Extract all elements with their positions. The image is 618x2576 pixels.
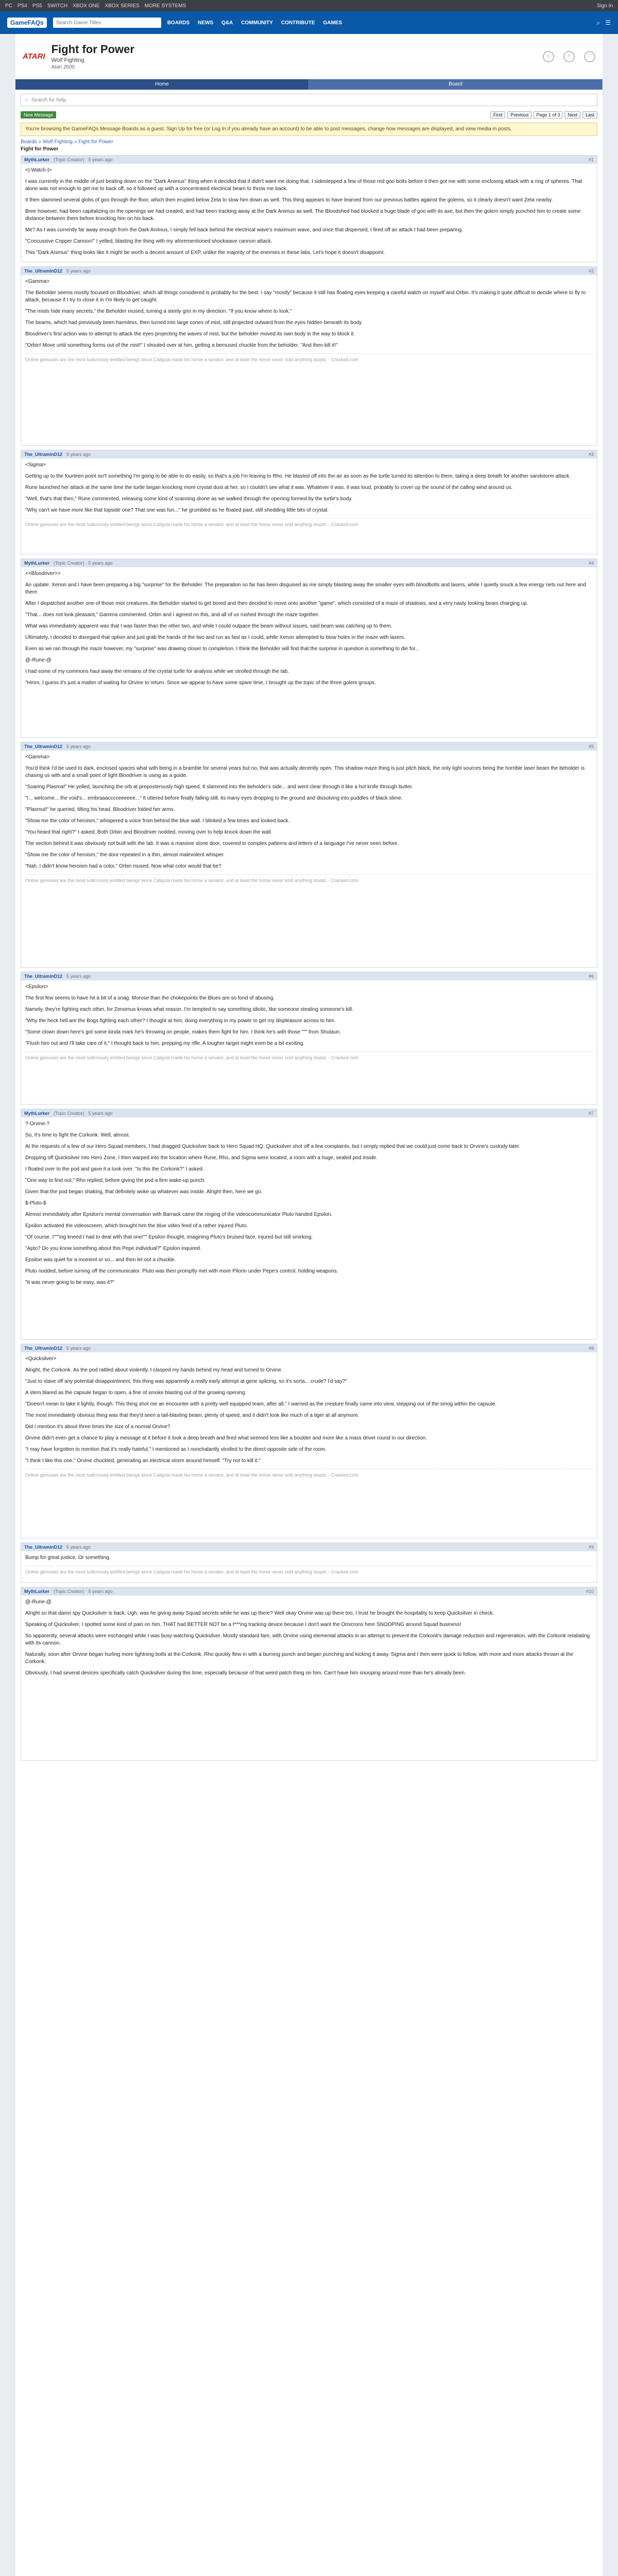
post-signature: Online geniuses are the most ludicrously entitled beings since Caligula made his horse a senator, and at least the horse never sold anything stupid. - Cracked.com xyxy=(25,518,593,528)
post-header xyxy=(21,450,597,459)
post-paragraph: "Well, that's that then," Rune commented, releasing some kind of scanning drone as we walked through the opening formed by the turtle's body. xyxy=(25,496,353,502)
post-author[interactable]: The_UltraminD12 xyxy=(24,268,63,274)
game-subtitle: Wolf Fighting xyxy=(51,57,84,63)
post-header xyxy=(21,1344,597,1352)
message-post xyxy=(21,450,597,554)
post-paragraph: <|-Watch-|> xyxy=(25,167,52,173)
message-post xyxy=(21,742,597,968)
system-link-switch[interactable]: SWITCH xyxy=(47,3,68,9)
post-paragraph: Bump for great justice. Or something. xyxy=(25,1555,111,1561)
post-paragraph: Bloodriver's first action was to attempt to attack the eyes projecting the waves of mist, but the beholder moved its own body in the way to block it. xyxy=(25,331,355,337)
post-paragraph: "Doesn't mean to take it lightly, though. This thing shot me an encounter with a pretty well equipped team, after all," I warned as the creature finally came into view, stepping out of the smog within the capsule. xyxy=(25,1401,497,1407)
post-paragraph: Dropping off Quicksilver into Hero Zone, I then warped into the location where Rune, Rho, and Sigma were located, a room with a huge, sealed pod inside. xyxy=(25,1155,378,1161)
post-paragraph: The Beholder seems mostly focused on Bloodriver, which all things considered is probably for the best. I say "mostly" because it still has floating eyes keeping a careful watch on myself and Orbin. It's making it quite difficult to decide where to fly to attack, because if I try to close it in I'm likely to get caught. xyxy=(25,290,586,303)
post-body xyxy=(21,1117,597,1339)
nav-contribute[interactable]: CONTRIBUTE xyxy=(281,20,315,26)
tab-board[interactable]: Board xyxy=(309,79,603,90)
post-paragraph: ?-Orvine-? xyxy=(25,1121,50,1127)
post-paragraph: "That... does not look pleasant," Gamma commented. Orbin and I agreed on this, and all of us rushed through the maze together. xyxy=(25,612,319,618)
game-header xyxy=(15,34,603,79)
post-paragraph: Me? As I was currently far away enough from the Dark Animus, I simply fell back behind the electrical wave's maximum wave, and once that dispersed, I fired off an attack I had been preparing. xyxy=(25,227,463,233)
post-paragraph: "Of course. I"""ing kneed I had to deal with that one!"" Epsilon thought, imagining Pluto's bruised face, injured but still smirking. xyxy=(25,1234,313,1240)
header-icons xyxy=(597,19,611,27)
post-body xyxy=(21,459,597,554)
post-paragraph: "Orbin! Move until something forms out of the mist!" I shouted over at him, getting a bemused chuckle from the beholder. "And then kill it!" xyxy=(25,343,338,348)
post-paragraph: "You heard that right?" I asked. Both Orbin and Bloodriver nodded, moving over to help knock down the wall. xyxy=(25,829,272,835)
post-body xyxy=(21,275,597,445)
post-header xyxy=(21,1109,597,1117)
post-paragraph: The beams, which had previously been harmless, then turned into large cones of mist, still projected outward from the eyes hidden beneath its body. xyxy=(25,320,363,326)
post-paragraph: Almost immediately after Epsilon's mental conversation with Barrack came the ringing of the videocommunicator Pluto handed Epsilon. xyxy=(25,1212,333,1217)
nav-community[interactable]: COMMUNITY xyxy=(241,20,273,26)
breadcrumb[interactable]: Boards » Wolf Fighting » Fight for Power xyxy=(21,139,113,145)
system-link-pc[interactable]: PC xyxy=(5,3,12,9)
nav-games[interactable]: GAMES xyxy=(323,20,342,26)
first-page-button[interactable]: First xyxy=(490,111,506,118)
post-meta: (Topic Creator) · 5 years ago xyxy=(54,157,113,162)
new-message-button[interactable]: New Message xyxy=(21,111,56,118)
post-signature: Online geniuses are the most ludicrously entitled beings since Caligula made his horse a senator, and at least the horse never sold anything stupid. - Cracked.com xyxy=(25,1469,593,1479)
tab-home[interactable]: Home xyxy=(15,79,309,90)
nav-news[interactable]: NEWS xyxy=(198,20,214,26)
post-paragraph: "Show me the color of heroism," whispered a voice from behind the blue wall. I blinked a few times and looked back. xyxy=(25,818,290,824)
post-paragraph: Obviously, I had several devices specifically catch Quicksilver during this time, especially because of that weird patch thing on him. Can't have him snooping around more than he's already been. xyxy=(25,1670,466,1676)
message-post xyxy=(21,155,597,262)
post-paragraph: "Some clown down here's got some kinda mark he's throwing on people, makes them fight for him. I think he's with those """ from Shutaun. xyxy=(25,1029,341,1035)
post-paragraph: I had some of my commons haul away the remains of the crystal turtle for analysis while we strolled through the lab. xyxy=(25,669,289,674)
main-nav xyxy=(167,20,342,26)
post-number[interactable]: #4 xyxy=(588,561,594,566)
top-system-bar xyxy=(0,0,618,11)
post-paragraph: "Why the heck hell are the Bogs fighting each other? I thought at him, doing everything in my power to get my displeasure across to him. xyxy=(25,1018,336,1024)
post-paragraph: You'd think I'd be used to dark, enclosed spaces what with being in a bramble for several years but no, that was actually decently open. This shadow maze thing is just pitch black, the only light sources being the horrible laser beam the beholder is chasing us with and a small point of light Bloodriver is using as a guide. xyxy=(25,766,585,778)
post-number[interactable]: #10 xyxy=(586,1589,594,1594)
post-header xyxy=(21,1543,597,1551)
post-meta: 5 years ago xyxy=(66,1346,91,1351)
game-actions xyxy=(543,51,595,62)
post-body xyxy=(21,980,597,1104)
post-body xyxy=(21,751,597,967)
post-meta: 5 years ago xyxy=(66,744,91,749)
post-paragraph: After I dispatched another one of those mist creatures, the Beholder started to get bored and then decided to move onto another "game", which consisted of a maze of shadows, and a very nasty looking beam charging up. xyxy=(25,601,528,606)
post-author[interactable]: MythLurker xyxy=(24,1589,50,1594)
post-paragraph: <Epsilon> xyxy=(25,984,48,990)
post-author[interactable]: MythLurker xyxy=(24,1111,50,1116)
post-header xyxy=(21,559,597,567)
message-post xyxy=(21,1344,597,1538)
site-logo[interactable]: GameFAQs xyxy=(7,18,47,28)
help-search[interactable] xyxy=(21,94,597,106)
system-link-xbox-one[interactable]: XBOX ONE xyxy=(73,3,100,9)
post-body xyxy=(21,164,597,262)
post-paragraph: "Just to stave off any potential disappointment, this thing was apparently a really early attempt at gene splicing, so it's sorta... crude? I'd say?" xyxy=(25,1379,347,1384)
game-platform: Atari 2600 xyxy=(51,64,75,70)
post-paragraph: "I... welcome... the void's... embraaacccceeeeee..." It uttered before finally falling still, its many eyes dropping to the ground and dissolving into puddles of black slime. xyxy=(25,795,403,801)
post-paragraph: @-Rune-@ xyxy=(25,657,52,663)
post-number[interactable]: #9 xyxy=(588,1545,594,1550)
post-paragraph: An update: Xenon and I have been preparing a big "surprise" for the Beholder. The preparation so far has been disguised as me simply blasting away the smaller eyes with bloodbolts and lasers, while I quietly snuck a few energy nets out here and there. xyxy=(25,582,586,595)
post-list xyxy=(21,155,597,1761)
post-paragraph: Pluto nodded, before turning off the communicator. Pluto was then promptly met with more Pilorin under Pepe's control, holding weapons. xyxy=(25,1268,338,1274)
post-number[interactable]: #3 xyxy=(588,452,594,457)
post-paragraph: Getting up to the fourteen point isn't something I'm going to be able to do easily, so that's a job I'm leaving to Rho. He blasted off into the air as soon as the turtle turned its attention to them, taking a deep breath for another sandstorm attack. xyxy=(25,473,571,479)
post-signature: Online geniuses are the most ludicrously entitled beings since Caligula made his horse a senator, and at least the horse never sold anything stupid. - Cracked.com xyxy=(25,1052,593,1061)
post-paragraph: "Hmm, I guess it's just a matter of waiting for Orvine to return. Since we appear to have some spare time, I brought up the topic of the three golem groups. xyxy=(25,680,376,686)
system-link-ps4[interactable]: PS4 xyxy=(17,3,27,9)
post-header xyxy=(21,972,597,980)
site-header xyxy=(0,11,618,34)
post-paragraph: The first few seems to have hit a bit of a snag. Morose than the chokepoints the Blues are so fond of abusing. xyxy=(25,995,275,1001)
post-meta: 5 years ago xyxy=(66,452,91,457)
post-paragraph: The most immediately obvious thing was that they'd seen a tail-blasting beam, plenty of speed, and it didn't look like much of a tiger at all anymore. xyxy=(25,1413,359,1418)
post-number[interactable]: #6 xyxy=(588,974,594,979)
game-search-input[interactable] xyxy=(53,18,161,28)
message-post xyxy=(21,1109,597,1340)
post-paragraph: So apparently, several attacks were exchanged while I was busy watching Quicksilver. Mostly standard fare, with Orvine using elemental attacks in an attempt to prevent the Corkonk's damage reduction and regeneration, with the Corkonk retaliating with its cannon. xyxy=(25,1633,590,1646)
post-paragraph: "Flush him out and I'll take care of it," I thought back to him, prepping my rifle. A tougher target might even be a bit exciting. xyxy=(25,1041,305,1046)
post-meta: 5 years ago xyxy=(66,974,91,979)
post-meta: (Topic Creator) · 5 years ago xyxy=(54,561,113,566)
post-author[interactable]: The_UltraminD12 xyxy=(24,974,63,979)
post-author[interactable]: MythLurker xyxy=(24,561,50,566)
post-paragraph: "Nah. I didn't know heroism had a color," Orbin mused. Now what color would that be? xyxy=(25,863,221,869)
post-paragraph: "I may have forgotten to mention that it's really hateful," I mentioned as I nonchalantly strolled to the direct opposite side of the room. xyxy=(25,1447,327,1452)
post-paragraph: Given that the pod began shaking, that definitely woke up whatever was inside. Alright then, here we go. xyxy=(25,1189,263,1195)
post-paragraph: Ultimately, I decided to disregard that option and just grab the hands of the two and run as fast as I could, while Xenon attempted to blow holes in the maze with lasers. xyxy=(25,635,406,640)
post-paragraph: "Show me the color of heroism," the door repeated in a thin, almost malevolent whisper. xyxy=(25,852,225,858)
post-number[interactable]: #2 xyxy=(588,268,594,274)
game-title[interactable]: Fight for Power xyxy=(51,43,134,56)
post-paragraph: <Gamma> xyxy=(25,279,50,284)
platform-logo: ATARI xyxy=(23,52,45,61)
post-paragraph: Bree however, had been capitalizing on the openings we had created, and had been tracking away at the Dark Animus as well. The Bloodshed had blocked a huge blade of goo with its axe, but then the golem simply punched him to create some distance between them before knocking him on his back. xyxy=(25,209,581,222)
post-meta: 5 years ago xyxy=(66,1545,91,1550)
post-paragraph: Naturally, soon after Orvine began hurling more lightning bolts at the Corkonk, Rho quickly flew in with a burning punch and began punching and kicking it away. Sigma and I then were quick to follow, with more and more attacks thrown at the Corkonk. xyxy=(25,1652,574,1665)
post-number[interactable]: #5 xyxy=(588,744,594,749)
post-paragraph: "Concussive Copper Cannon!" I yelled, blasting the thing with my aforementioned shockwave cannon attack. xyxy=(25,239,272,244)
post-number[interactable]: #8 xyxy=(588,1346,594,1351)
post-paragraph: <Gamma> xyxy=(25,754,50,760)
post-paragraph: Orvine didn't even get a chance to play a message at it before it took a deep breath and fired what seemed less like a boulder and more like a mass driver round in our direction. xyxy=(25,1435,427,1441)
post-signature: Online geniuses are the most ludicrously entitled beings since Caligula made his horse a senator, and at least the horse never sold anything stupid. - Cracked.com xyxy=(25,1566,593,1575)
post-paragraph: Namely, they're fighting each other, for Zenomus knows what reason. I'm tempted to say something idiotic, like someone stealing someone's kill. xyxy=(25,1007,353,1012)
post-paragraph: Alright so that damn spy Quicksilver is back. Ugh, was he giving away Squad secrets while he was up there? Well okay Orvine was up there too, I trust he brought the hospitality to keep Quicksilver in check. xyxy=(25,1611,494,1616)
search-icon[interactable]: ⌕ xyxy=(596,19,600,26)
guest-notice: You're browsing the GameFAQs Message Boards as a guest. Sign Up for free (or Log In if you already have an account) to be able to post messages, change how messages are displayed, and view media in posts. xyxy=(21,123,597,136)
star-icon[interactable]: ☆ xyxy=(543,51,554,62)
prev-page-button[interactable]: Previous xyxy=(507,111,531,118)
post-signature: Online geniuses are the most ludicrously entitled beings since Caligula made his horse a senator, and at least the horse never sold anything stupid. - Cracked.com xyxy=(25,353,593,363)
message-post xyxy=(21,1587,597,1761)
post-paragraph: <Quicksilver> xyxy=(25,1356,57,1362)
thread-title: Fight for Power xyxy=(21,146,59,152)
last-page-button[interactable]: Last xyxy=(582,111,597,118)
post-paragraph: So, it's time to fight the Corkonk. Well, almost. xyxy=(25,1132,130,1138)
post-paragraph: "Plasmul!" he queried, tilting his head. Bloodriver folded her arms. xyxy=(25,807,175,812)
message-post xyxy=(21,266,597,446)
search-icon: ⌕ xyxy=(25,97,28,103)
post-paragraph: "One way to find out," Rho replied, before giving the pod a firm wake-up punch. xyxy=(25,1178,206,1183)
post-body xyxy=(21,1596,597,1760)
post-paragraph: Epsilon was quiet for a moment or so... and then let out a chuckle. xyxy=(25,1257,176,1263)
board-content xyxy=(15,90,603,2576)
post-header xyxy=(21,267,597,275)
post-body xyxy=(21,567,597,737)
post-paragraph: "Soaring Plasma!" He yelled, launching the orb at preposterously high speed. It slammed into the beholder's side... and went clear through it like a hot knife through butter. xyxy=(25,784,413,790)
post-meta: (Topic Creator) · 5 years ago xyxy=(54,1111,113,1116)
system-link-xbox-series[interactable]: XBOX SERIES xyxy=(105,3,140,9)
post-paragraph: "Apto? Do you know something about this Pepe individual?" Epsilon inquired. xyxy=(25,1246,201,1251)
message-post xyxy=(21,1543,597,1583)
post-number[interactable]: #7 xyxy=(588,1111,594,1116)
game-tabs xyxy=(15,79,603,90)
post-paragraph: "Why can't we have more like that topside one? That one was fun..." he grumbled as he floated past, still shedding little bits of crystal. xyxy=(25,507,329,513)
post-body xyxy=(21,1551,597,1582)
nav-qa[interactable]: Q&A xyxy=(221,20,233,26)
post-author[interactable]: The_UltraminD12 xyxy=(24,1545,63,1550)
help-search-placeholder: Search for help xyxy=(31,97,66,103)
post-paragraph: "I think I like this one," Orvine chuckled, generating an electrical storm around himself. "Try not to kill it." xyxy=(25,1458,261,1464)
post-meta: 5 years ago xyxy=(66,268,91,274)
post-paragraph: Rune launched her attack at the same time the turtle began knocking more crystal dust at her, so I couldn't see what it was. Whatever it was, it was loud, probably to cover up the sound of the calling wind around us. xyxy=(25,485,513,490)
post-author[interactable]: The_UltraminD12 xyxy=(24,1346,63,1351)
post-paragraph: It then slammed several globs of goo through the floor, which then erupted below Zeta to slow him down as well. This thing appears to have learned from our previous battles against the golems, so it clearly doesn't want Zeta nearby. xyxy=(25,197,553,203)
post-paragraph: Speaking of Quicksilver, I spotted some kind of pain on him. THAT had BETTER NOT be a t***ing tracking device because I don't want the Omicrons here SNOOPING around Squad business! xyxy=(25,1622,461,1628)
post-paragraph: <<Bloodriver>> xyxy=(25,571,61,577)
post-paragraph: Did I mention it's about three times the size of a normal Orvine? xyxy=(25,1424,170,1430)
post-paragraph: "It was never going to be easy, was it?" xyxy=(25,1280,115,1285)
post-paragraph: The section behind it was obviously not built with the lab. It was a massive stone door, covered in complex patterns and letters of a language I've never seen before. xyxy=(25,841,399,846)
post-paragraph: Alright, the Corkonk. As the pod rattled about violently, I clasped my hands behind my head and turned to Orvine. xyxy=(25,1367,283,1373)
message-post xyxy=(21,972,597,1105)
post-paragraph: This "Dark Animus" thing looks like it might be worth a decent amount of EXP, unlike the majority of the enemies in these labs. Let's hope it doesn't disappoint. xyxy=(25,250,385,256)
system-link-ps5[interactable]: PS5 xyxy=(32,3,42,9)
post-paragraph: At the requests of a few of our Hero Squad members, I had dragged Quicksilver back to Hero Squad HQ. Quicksilver shot off a few complaints, but I simply replied that we could just come back to Orvine's custody later. xyxy=(25,1144,521,1149)
post-paragraph: Even as we ran through the maze however, my "surprise" was drawing closer to completion. I think the Beholder will find that the surprise in question is something to die for... xyxy=(25,646,420,652)
nav-boards[interactable]: BOARDS xyxy=(167,20,190,26)
post-paragraph: I floated over to the pod and gave it a look over. "Is this the Corkonk?" I asked. xyxy=(25,1166,204,1172)
post-paragraph: <Sigma> xyxy=(25,462,46,468)
post-author[interactable]: The_UltraminD12 xyxy=(24,452,63,457)
post-signature: Online geniuses are the most ludicrously entitled beings since Caligula made his horse a senator, and at least the horse never sold anything stupid. - Cracked.com xyxy=(25,874,593,884)
post-author[interactable]: MythLurker xyxy=(24,157,50,162)
post-paragraph: "The mists hide many secrets," the Beholder mused, turning a steely grin in my direction. "If you know where to look." xyxy=(25,309,292,314)
post-header xyxy=(21,156,597,164)
post-header xyxy=(21,742,597,751)
post-paragraph: @-Rune-@ xyxy=(25,1599,52,1605)
bell-icon[interactable]: ! xyxy=(563,51,575,62)
post-number[interactable]: #1 xyxy=(588,157,594,162)
post-paragraph: $-Pluto-$ xyxy=(25,1200,46,1206)
page-select[interactable]: Page 1 of 3 xyxy=(534,111,562,118)
heart-icon[interactable]: ♡ xyxy=(584,51,595,62)
next-page-button[interactable]: Next xyxy=(564,111,580,118)
sign-in-link[interactable]: Sign In xyxy=(596,3,613,9)
post-meta: (Topic Creator) · 5 years ago xyxy=(54,1589,113,1594)
post-paragraph: A stem blared as the capsule began to open, a fine of smoke blasting out of the growing opening. xyxy=(25,1390,247,1396)
post-header xyxy=(21,1587,597,1596)
menu-icon[interactable]: ☰ xyxy=(605,19,611,26)
post-author[interactable]: The_UltraminD12 xyxy=(24,744,63,749)
pagination xyxy=(490,111,597,118)
post-body xyxy=(21,1352,597,1538)
system-link-more[interactable]: MORE SYSTEMS xyxy=(144,3,186,9)
message-post xyxy=(21,558,597,738)
post-paragraph: What was immediately apparent was that I was faster than the other two, and while I could outpace the beam without issues, said beam was catching up to them. xyxy=(25,623,392,629)
post-paragraph: I was currently in the middle of just beating down on the "Dark Animus" thing when it decided that it didn't want me doing that. I sidestepped a few of those red goo bolts before it then got me with some enclosing attack with a ring of spheres. That alone was not enough to get me to back off, so it followed up with a concentrated electrical beam to throw me back. xyxy=(25,179,582,192)
post-paragraph: Epsilon activated the videoscreen, which brought him the blue video feed of a rather injured Pluto. xyxy=(25,1223,248,1229)
thread-toolbar xyxy=(21,110,597,120)
